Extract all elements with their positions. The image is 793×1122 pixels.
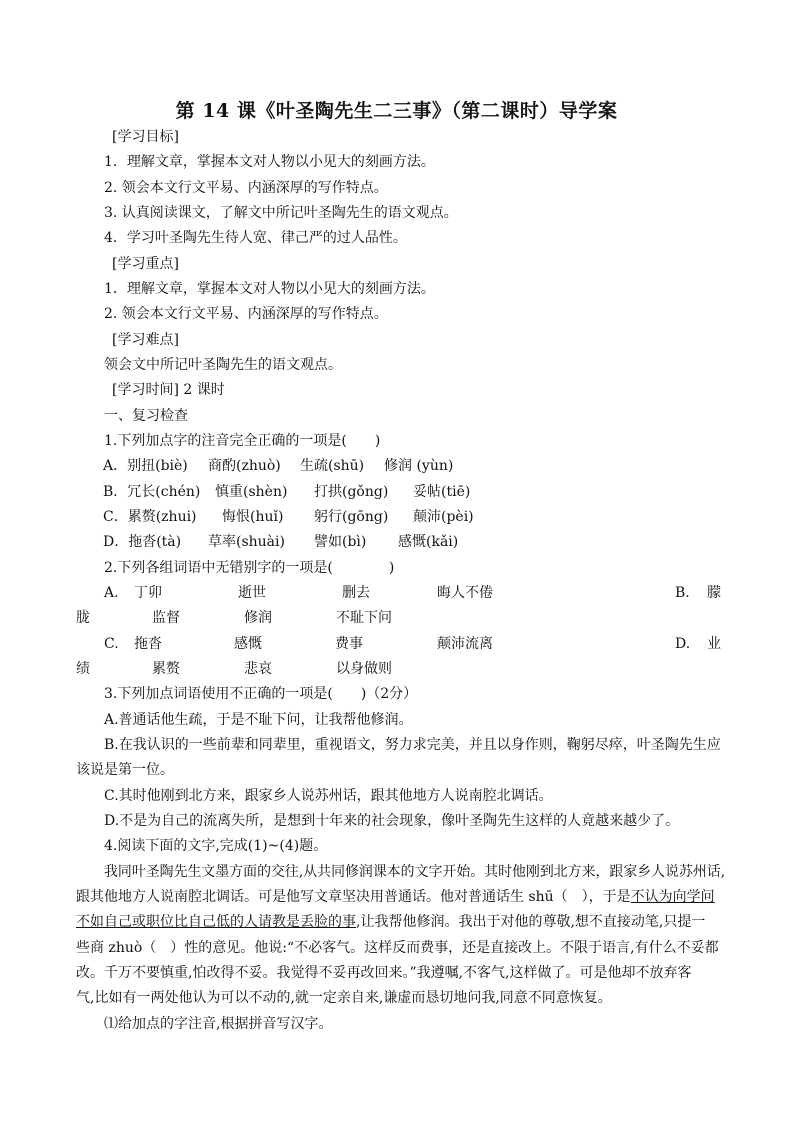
passage-line: 气,比如有一两处他认为可以不动的,就一定亲自来,谦虚而恳切地问我,同意不同意恢复。 <box>76 990 612 1006</box>
section-heading: 一、复习检查 <box>104 408 188 424</box>
goals-heading: [学习目标] <box>112 129 179 145</box>
difficulty-heading: [学习难点] <box>112 332 179 348</box>
q3-option: D.不是为自己的流离失所，是想到十年来的社会现象，像叶圣陶先生这样的人竟越来越少了。 <box>104 813 680 829</box>
q2-cell: 逝世 <box>238 585 266 601</box>
question-1-stem: 1.下列加点字的注音完全正确的一项是( ) <box>104 433 381 449</box>
q3-option: B.在我认识的一些前辈和同辈里，重视语文，努力求完美，并且以身作则，鞠躬尽瘁，叶圣陶先生应 <box>104 737 721 753</box>
q3-option: C.其时他刚到北方来，跟家乡人说苏州话，跟其他地方人说南腔北调话。 <box>104 788 553 804</box>
q2-cell: B. <box>675 585 690 601</box>
q1-cell: 草率(shuài) <box>208 534 285 550</box>
q1-cell: C．累赘(zhui) <box>103 509 197 525</box>
q2-cell: 感慨 <box>234 636 262 652</box>
difficulty-text: 领会文中所记叶圣陶先生的语文观点。 <box>104 357 342 373</box>
q1-cell: A．别扭(biè) <box>103 458 188 474</box>
q2-cell: 累赘 <box>152 661 180 677</box>
q2-cell: 朦 <box>707 585 721 601</box>
q2-cell: 以身做则 <box>336 661 392 677</box>
q3-option-continued: 该说是第一位。 <box>76 762 174 778</box>
q2-cell: 监督 <box>152 610 180 626</box>
q2-cell: 绩 <box>76 661 90 677</box>
q2-cell: 颠沛流离 <box>437 636 493 652</box>
passage-line: 些商 zhuò（ ）性的意见。他说:“不必客气。这样反而费事，还是直接改上。不限于语言,有什么不妥都 <box>76 940 719 956</box>
passage-underlined-text: 不认为向学问 <box>630 889 715 905</box>
q1-cell: 打拱(gǒng) <box>314 484 389 500</box>
q2-cell: 拖沓 <box>134 636 162 652</box>
page-title: 第 14 课《叶圣陶先生二三事》（第二课时）导学案 <box>175 100 618 122</box>
q2-cell: 业 <box>707 636 721 652</box>
q2-cell: 修润 <box>244 610 272 626</box>
q1-cell: D．拖沓(tà) <box>103 534 182 550</box>
q2-cell: 删去 <box>342 585 370 601</box>
passage-line <box>76 887 715 907</box>
q1-cell: 商酌(zhuò) <box>208 458 281 474</box>
question-2-stem: 2.下列各组词语中无错别字的一项是( ) <box>104 560 395 576</box>
passage-line <box>76 912 705 932</box>
focus-heading: [学习重点] <box>112 256 179 272</box>
passage-text: 跟其他地方人说南腔北调话。可是他写文章坚决用普通话。他对普通话生 shū（ ），于是 <box>76 889 631 905</box>
q1-cell: 修润 (yùn) <box>384 458 454 474</box>
passage-underlined-text: 不如自己或职位比自己低的人请教是丢脸的事 <box>76 914 356 930</box>
q1-cell: B．冗长(chén) <box>103 484 201 500</box>
passage-text: ,让我帮他修润。我出于对他的尊敬,想不直接动笔,只提一 <box>356 914 706 930</box>
q2-cell: 悲哀 <box>244 661 272 677</box>
q1-cell: 躬行(gōng) <box>314 509 389 525</box>
study-time: [学习时间] 2 课时 <box>112 382 225 398</box>
q2-cell: 费事 <box>335 636 363 652</box>
focus-item: 1．理解文章，掌握本文对人物以小见大的刻画方法。 <box>104 281 435 297</box>
question-4-stem: 4.阅读下面的文字,完成(1)~(4)题。 <box>104 838 328 854</box>
q2-cell: A. <box>104 585 119 601</box>
goal-item: 3. 认真阅读课文，了解文中所记叶圣陶先生的语文观点。 <box>104 205 458 221</box>
q3-option: A.普通话他生疏，于是不耻下问，让我帮他修润。 <box>104 712 413 728</box>
q1-cell: 慎重(shèn) <box>215 484 288 500</box>
focus-item: 2. 领会本文行文平易、内涵深厚的写作特点。 <box>104 306 388 322</box>
q1-cell: 感慨(kǎi) <box>398 534 459 550</box>
q2-cell: 丁卯 <box>134 585 162 601</box>
q2-cell: 晦人不倦 <box>437 585 493 601</box>
q2-cell: 不耻下问 <box>336 610 392 626</box>
goal-item: 2. 领会本文行文平易、内涵深厚的写作特点。 <box>104 180 388 196</box>
q1-cell: 颠沛(pèi) <box>413 509 474 525</box>
q1-cell: 譬如(bì) <box>314 534 367 550</box>
sub-question-1: ⑴给加点的字注音,根据拼音写汉字。 <box>104 1016 333 1032</box>
goal-item: 4．学习叶圣陶先生待人宽、律己严的过人品性。 <box>104 230 407 246</box>
q2-cell: 胧 <box>76 610 90 626</box>
q1-cell: 妥帖(tiē) <box>413 484 471 500</box>
question-3-stem: 3.下列加点词语使用不正确的一项是( )（2分） <box>104 686 418 702</box>
q2-cell: C. <box>104 636 119 652</box>
goal-item: 1．理解文章，掌握本文对人物以小见大的刻画方法。 <box>104 154 435 170</box>
passage-line: 我同叶圣陶先生文墨方面的交往,从共同修润课本的文字开始。其时他刚到北方来，跟家乡人说苏州话, <box>104 864 726 880</box>
q2-cell: D. <box>675 636 691 652</box>
q1-cell: 生疏(shū) <box>300 458 365 474</box>
passage-line: 改。千万不要慎重,怕改得不妥。我觉得不妥再改回来。”我遵嘱,不客气,这样做了。可是他却不放弃客 <box>76 965 692 981</box>
q1-cell: 悔恨(huǐ) <box>222 509 284 525</box>
